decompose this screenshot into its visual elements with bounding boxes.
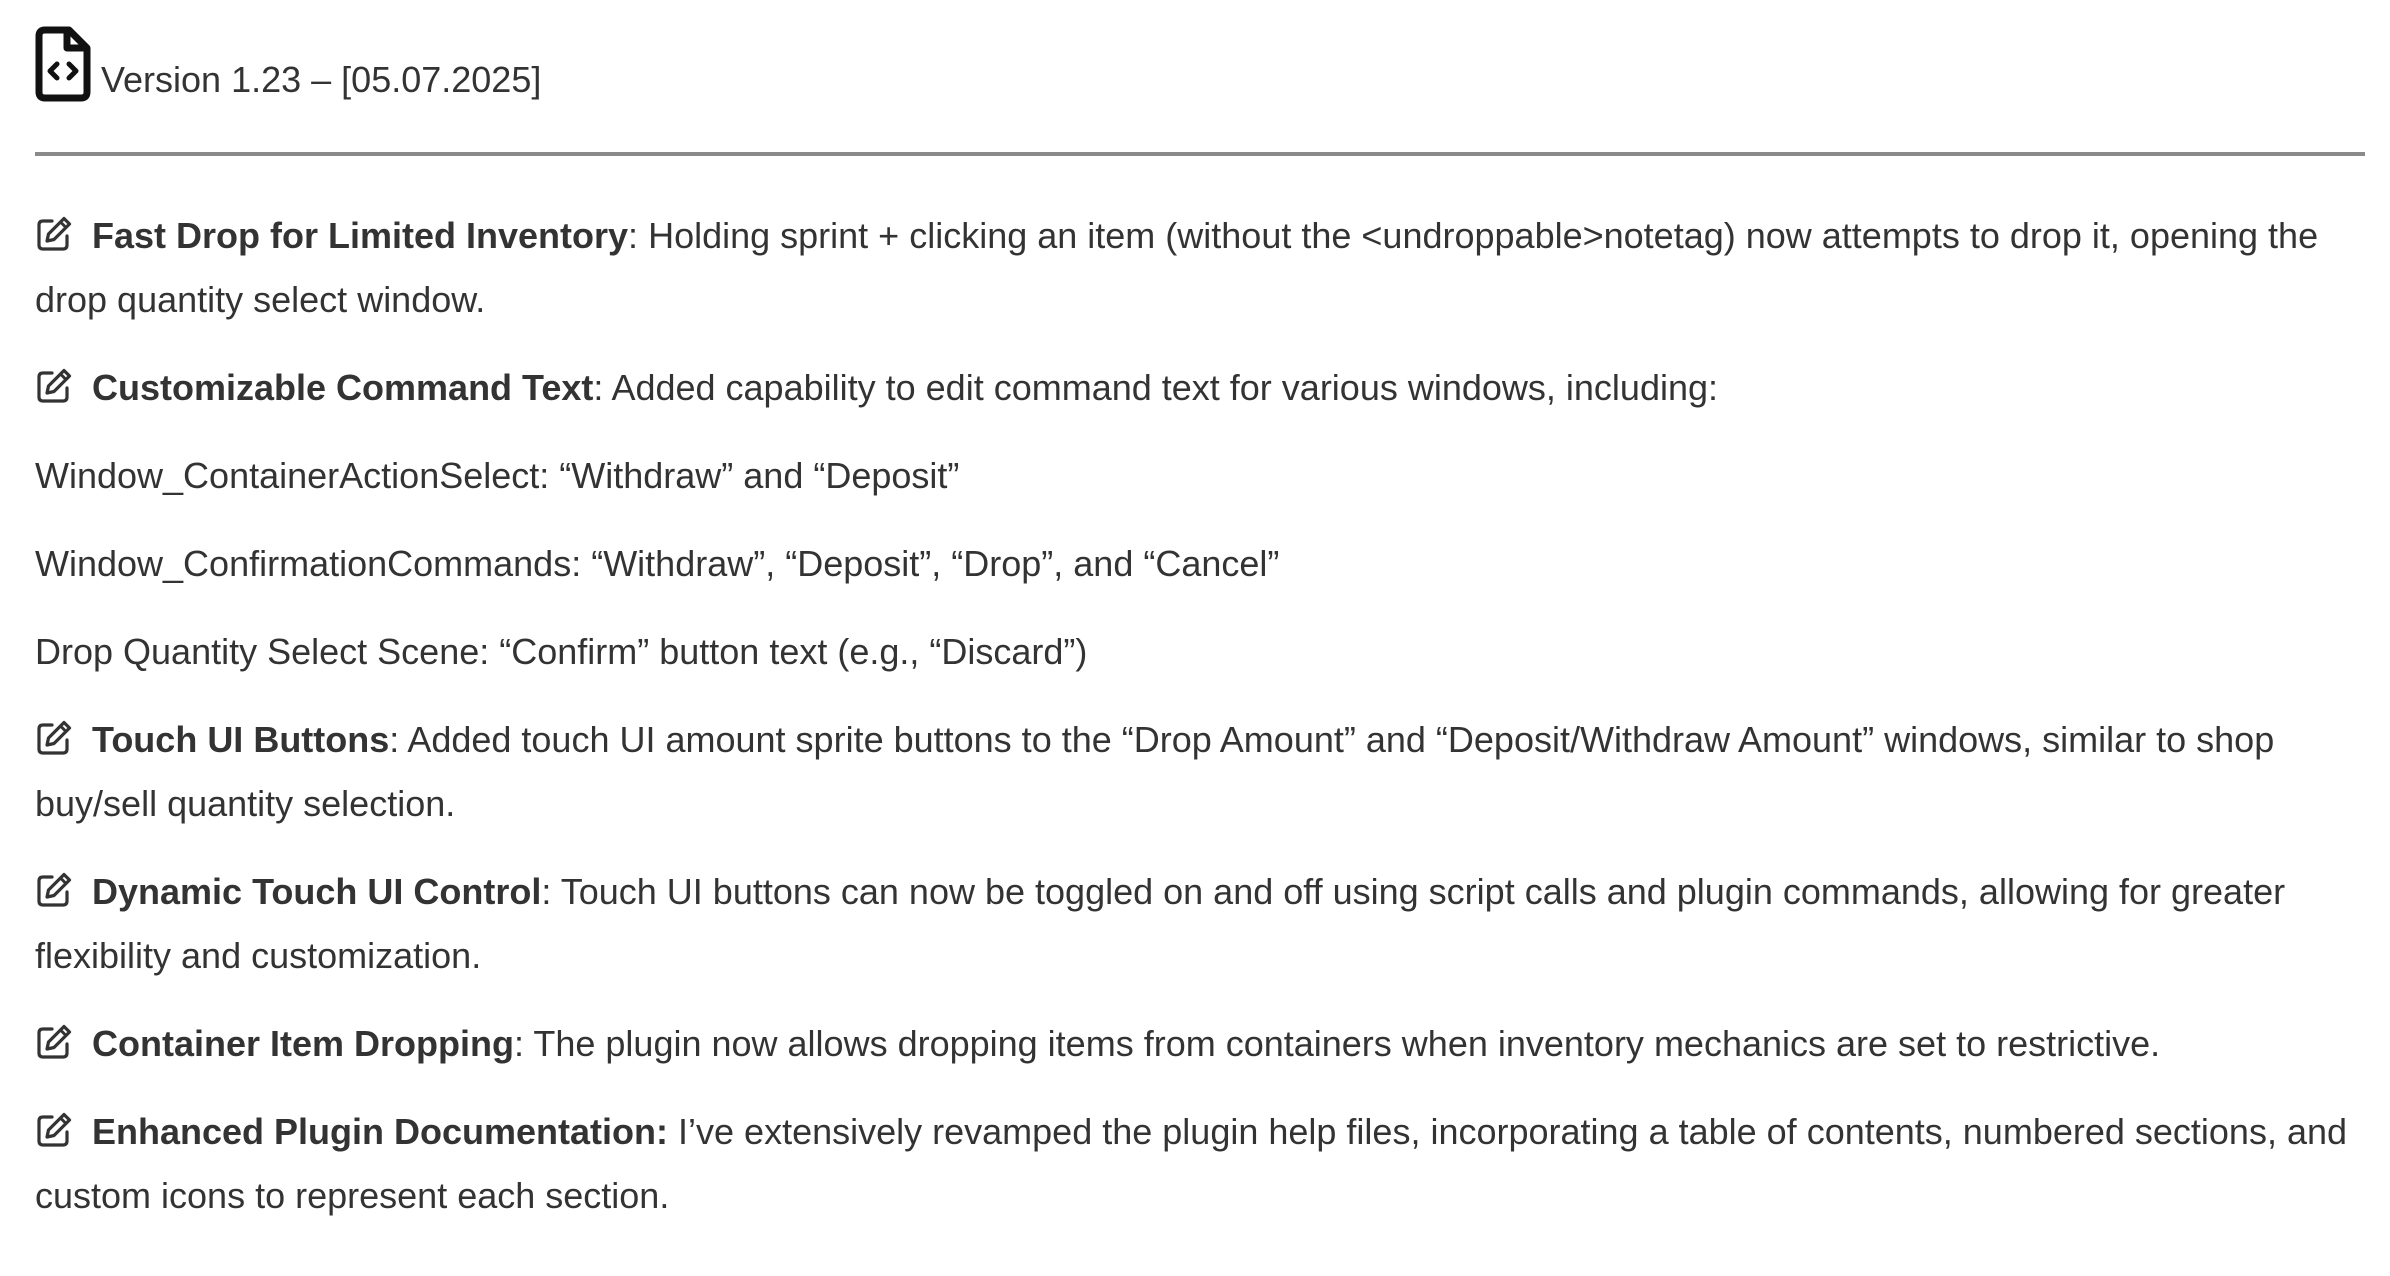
changelog-subitem: Drop Quantity Select Scene: “Confirm” button text (e.g., “Discard”)	[35, 631, 1088, 672]
entry-text: Touch UI buttons can now be toggled on and off using script calls and plugin commands, allowing for greater flexibility and customization.	[35, 871, 2286, 976]
entry-separator: :	[541, 871, 552, 912]
version-title: Version 1.23 – [05.07.2025]	[101, 59, 542, 100]
edit-icon	[35, 1105, 73, 1143]
edit-icon	[35, 361, 73, 399]
entry-text: I’ve extensively revamped the plugin help files, incorporating a table of contents, numbered sections, and custom icons to represent each section.	[35, 1111, 2348, 1216]
entry-text: Holding sprint + clicking an item (without the <undroppable>notetag) now attempts to drop it, opening the drop quantity select window.	[35, 215, 2319, 320]
changelog-entry	[35, 860, 2356, 988]
entry-separator: :	[593, 367, 604, 408]
entry-title: Container Item Dropping	[92, 1023, 514, 1064]
changelog-entry	[35, 204, 2356, 332]
entry-title: Touch UI Buttons	[92, 719, 390, 760]
entry-text: Added capability to edit command text for various windows, including:	[603, 367, 1719, 408]
version-header	[35, 26, 2356, 102]
changelog-entry	[35, 1012, 2356, 1076]
entry-title: Customizable Command Text	[92, 367, 594, 408]
entry-text: The plugin now allows dropping items from containers when inventory mechanics are set to restrictive.	[524, 1023, 2161, 1064]
entry-separator: :	[389, 719, 400, 760]
entry-title: Dynamic Touch UI Control	[92, 871, 542, 912]
changelog-entry	[35, 708, 2356, 836]
changelog-entry	[35, 356, 2356, 420]
file-code-icon	[35, 26, 91, 102]
header-divider	[35, 152, 2365, 156]
changelog-subitem: Window_ContainerActionSelect: “Withdraw” and “Deposit”	[35, 455, 960, 496]
changelog-entry	[35, 1100, 2356, 1228]
entry-text: Added touch UI amount sprite buttons to the “Drop Amount” and “Deposit/Withdraw Amount” windows, similar to shop buy/sell quantity selection.	[35, 719, 2275, 824]
edit-icon	[35, 865, 73, 903]
entry-separator: :	[628, 215, 639, 256]
entry-title: Enhanced Plugin Documentation:	[92, 1111, 669, 1152]
changelog-subitem: Window_ConfirmationCommands: “Withdraw”, “Deposit”, “Drop”, and “Cancel”	[35, 543, 1280, 584]
edit-icon	[35, 209, 73, 247]
release-notes	[35, 204, 2356, 1228]
entry-separator: :	[514, 1023, 525, 1064]
entry-title: Fast Drop for Limited Inventory	[92, 215, 629, 256]
edit-icon	[35, 713, 73, 751]
edit-icon	[35, 1017, 73, 1055]
